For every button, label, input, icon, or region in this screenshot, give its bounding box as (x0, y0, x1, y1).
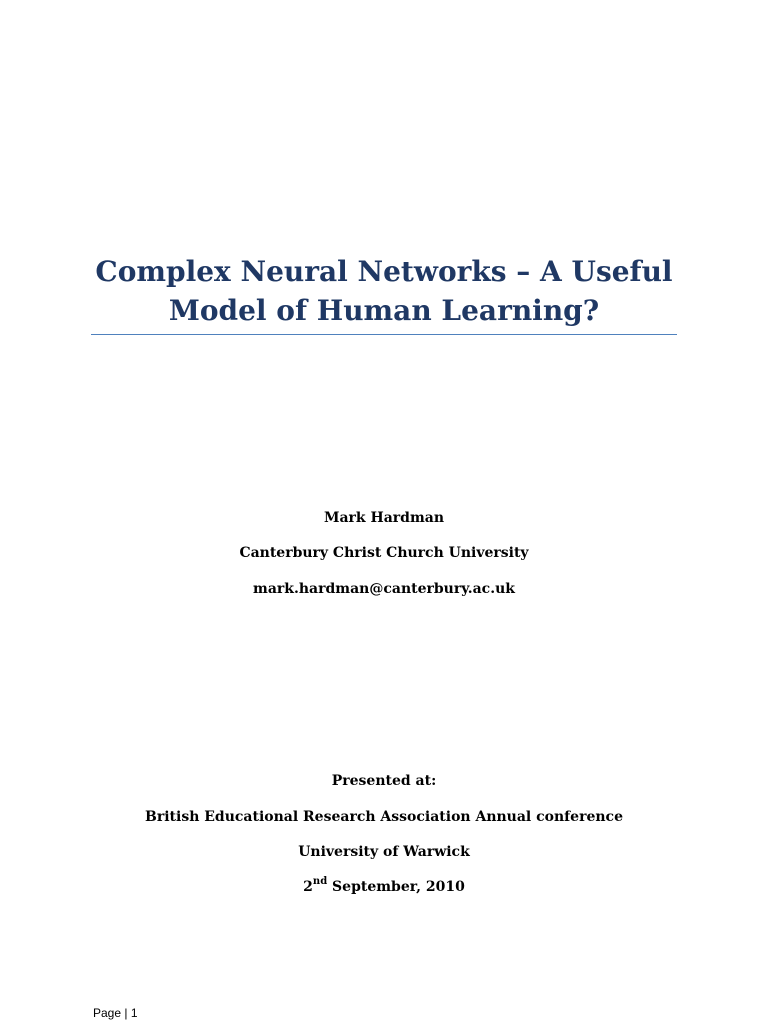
title-line-2: Model of Human Learning? (168, 294, 600, 327)
title-line-1: Complex Neural Networks – A Useful (95, 255, 673, 288)
document-title (0, 252, 768, 330)
presented-at-label: Presented at: (331, 773, 437, 789)
footer-page-number: 1 (130, 1006, 138, 1020)
conference-name: British Educational Research Association Annual conference (145, 809, 623, 825)
page-footer (93, 1005, 138, 1021)
footer-separator: | (124, 1006, 128, 1020)
title-underline-rule (91, 334, 677, 335)
date-rest: September, 2010 (327, 879, 465, 895)
author-email: mark.hardman@canterbury.ac.uk (253, 581, 515, 597)
presentation-date (0, 877, 768, 897)
author-name: Mark Hardman (323, 510, 445, 526)
date-day: 2 (303, 879, 313, 895)
conference-venue: University of Warwick (298, 844, 470, 860)
date-ordinal-suffix: nd (312, 876, 328, 888)
footer-page-label: Page (93, 1006, 122, 1020)
author-affiliation: Canterbury Christ Church University (239, 545, 529, 561)
